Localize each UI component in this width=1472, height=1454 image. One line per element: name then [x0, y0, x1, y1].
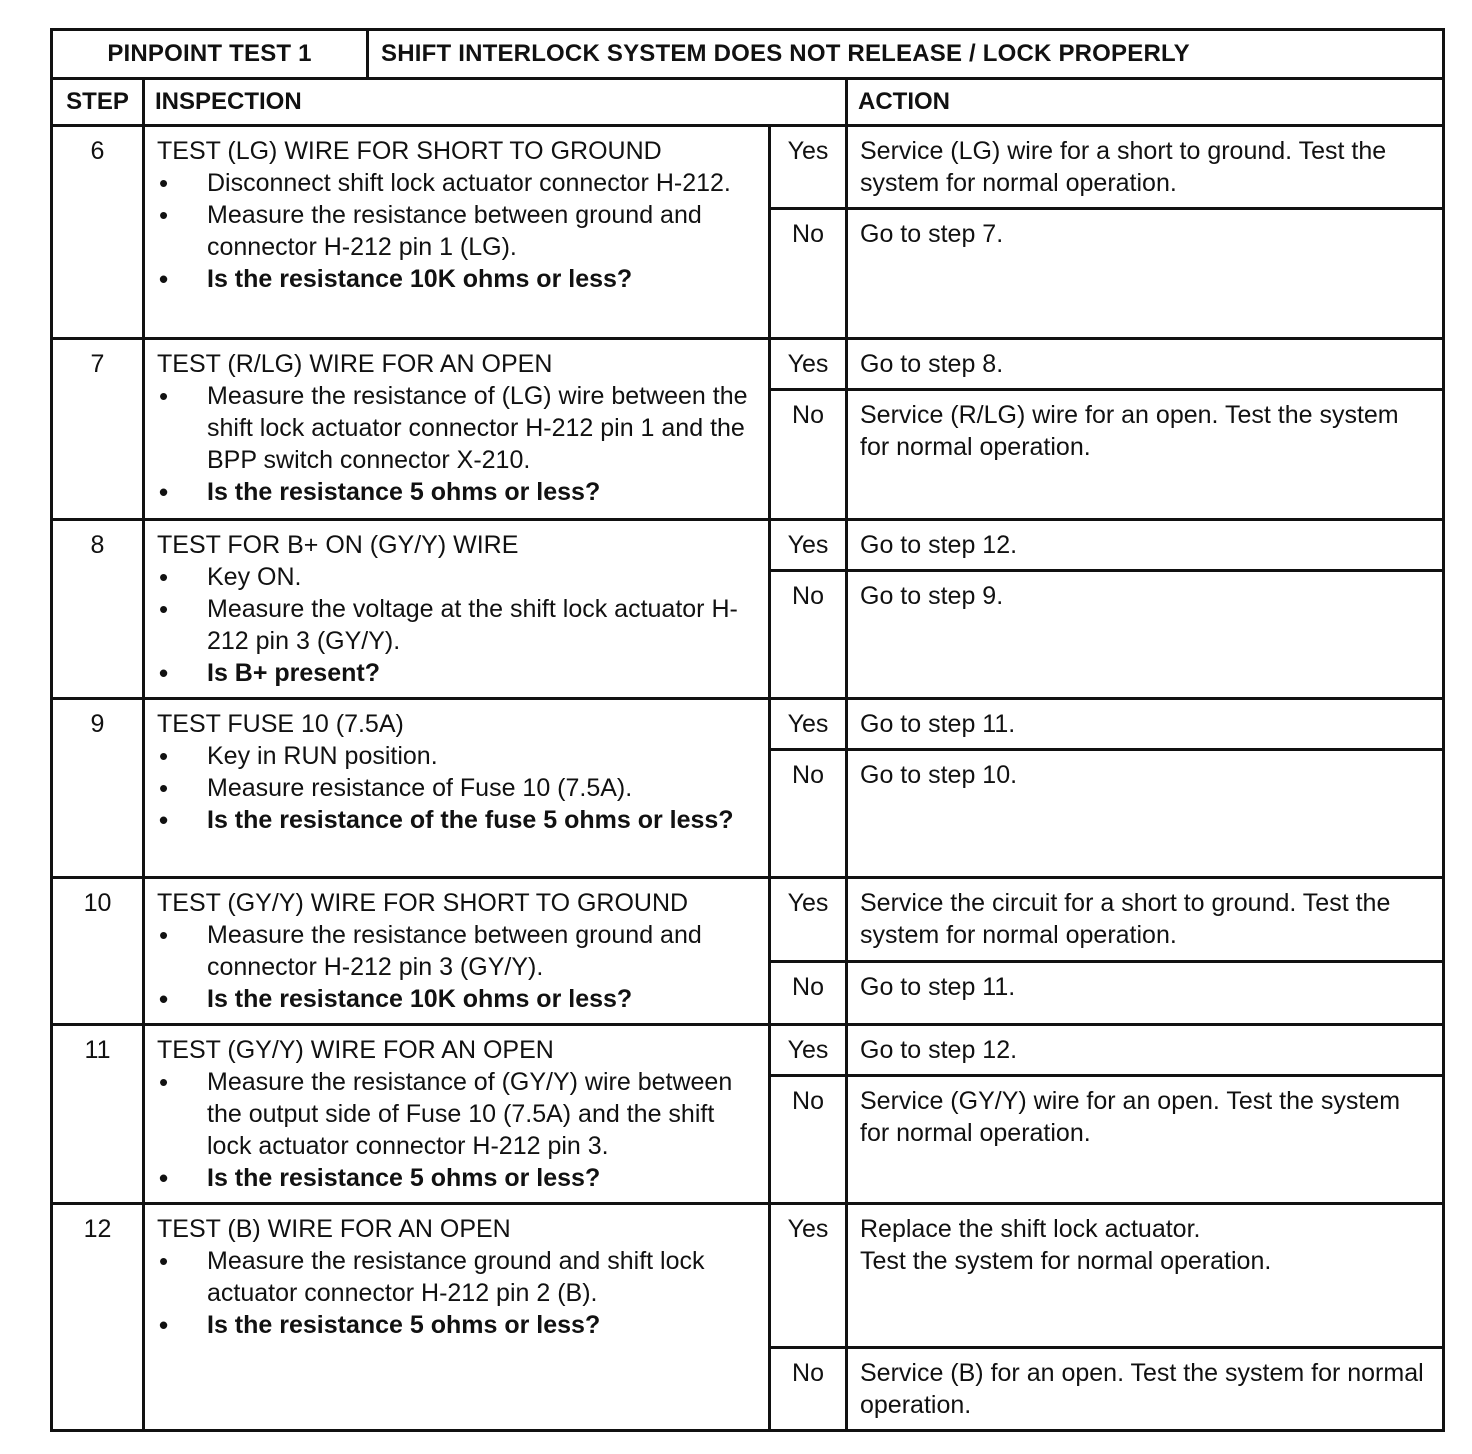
no-label: No	[770, 571, 847, 699]
step-row-yes	[52, 878, 1444, 962]
no-label: No	[770, 209, 847, 339]
inspection-question: • Is the resistance 5 ohms or less?	[157, 1309, 758, 1341]
inspection-cell	[144, 1025, 770, 1204]
no-label: No	[770, 1076, 847, 1204]
yes-label: Yes	[770, 520, 847, 571]
step-number: 7	[52, 339, 144, 520]
yes-action-line: Replace the shift lock actuator.	[860, 1215, 1201, 1243]
column-header-step: STEP	[52, 79, 144, 126]
inspection-title: TEST (GY/Y) WIRE FOR AN OPEN	[157, 1036, 554, 1064]
inspection-cell	[144, 339, 770, 520]
step-number: 6	[52, 126, 144, 339]
yes-action-line: Test the system for normal operation.	[860, 1247, 1272, 1275]
yes-action: Go to step 11.	[847, 699, 1444, 750]
yes-action: Service the circuit for a short to ground. Test the system for normal operation.	[847, 878, 1444, 962]
yes-label: Yes	[770, 699, 847, 750]
column-header-action: ACTION	[847, 79, 1444, 126]
inspection-cell	[144, 699, 770, 878]
inspection-title: TEST FUSE 10 (7.5A)	[157, 710, 404, 738]
no-action: Service (GY/Y) wire for an open. Test the system for normal operation.	[847, 1076, 1444, 1204]
title-row	[52, 30, 1444, 79]
inspection-item: • Key in RUN position.	[157, 740, 758, 772]
no-action: Go to step 7.	[847, 209, 1444, 339]
inspection-item: • Measure the voltage at the shift lock actuator H-212 pin 3 (GY/Y).	[157, 593, 758, 657]
no-action: Service (B) for an open. Test the system for normal operation.	[847, 1348, 1444, 1431]
step-number: 11	[52, 1025, 144, 1204]
inspection-question: • Is B+ present?	[157, 657, 758, 689]
no-label: No	[770, 390, 847, 520]
yes-label: Yes	[770, 126, 847, 209]
inspection-question: • Is the resistance 10K ohms or less?	[157, 263, 758, 295]
inspection-cell	[144, 878, 770, 1025]
step-number: 10	[52, 878, 144, 1025]
no-label: No	[770, 750, 847, 878]
inspection-title: TEST (LG) WIRE FOR SHORT TO GROUND	[157, 137, 662, 165]
inspection-title: TEST (B) WIRE FOR AN OPEN	[157, 1215, 511, 1243]
inspection-title: TEST (GY/Y) WIRE FOR SHORT TO GROUND	[157, 889, 689, 917]
inspection-cell	[144, 1204, 770, 1431]
inspection-list	[157, 380, 758, 508]
test-title: SHIFT INTERLOCK SYSTEM DOES NOT RELEASE / LOCK PROPERLY	[368, 30, 1444, 79]
no-label: No	[770, 1348, 847, 1431]
yes-action: Go to step 12.	[847, 520, 1444, 571]
inspection-list	[157, 919, 758, 1015]
inspection-item: • Disconnect shift lock actuator connector H-212.	[157, 167, 758, 199]
yes-action: Service (LG) wire for a short to ground. Test the system for normal operation.	[847, 126, 1444, 209]
inspection-question: • Is the resistance 5 ohms or less?	[157, 476, 758, 508]
inspection-list	[157, 561, 758, 689]
inspection-cell	[144, 126, 770, 339]
inspection-item: • Measure the resistance between ground and connector H-212 pin 1 (LG).	[157, 199, 758, 263]
no-action: Go to step 11.	[847, 961, 1444, 1024]
inspection-cell	[144, 520, 770, 699]
inspection-title: TEST (R/LG) WIRE FOR AN OPEN	[157, 350, 553, 378]
no-action: Go to step 10.	[847, 750, 1444, 878]
yes-label: Yes	[770, 878, 847, 962]
inspection-question: • Is the resistance 5 ohms or less?	[157, 1162, 758, 1194]
no-action: Service (R/LG) wire for an open. Test the system for normal operation.	[847, 390, 1444, 520]
inspection-item: • Measure the resistance ground and shift lock actuator connector H-212 pin 2 (B).	[157, 1245, 758, 1309]
yes-label: Yes	[770, 1204, 847, 1348]
step-number: 8	[52, 520, 144, 699]
step-row-yes	[52, 520, 1444, 571]
inspection-item: • Measure the resistance of (GY/Y) wire between the output side of Fuse 10 (7.5A) and the shift lock actuator connector H-212 pin 3.	[157, 1066, 758, 1162]
step-number: 12	[52, 1204, 144, 1431]
step-row-yes	[52, 1025, 1444, 1076]
yes-action: Go to step 12.	[847, 1025, 1444, 1076]
inspection-question: • Is the resistance of the fuse 5 ohms or less?	[157, 804, 758, 836]
column-header-row	[52, 79, 1444, 126]
pinpoint-test-table	[50, 28, 1445, 1432]
yes-action	[847, 1204, 1444, 1348]
yes-label: Yes	[770, 339, 847, 390]
no-label: No	[770, 961, 847, 1024]
inspection-item: • Key ON.	[157, 561, 758, 593]
yes-label: Yes	[770, 1025, 847, 1076]
inspection-title: TEST FOR B+ ON (GY/Y) WIRE	[157, 531, 519, 559]
step-row-yes	[52, 339, 1444, 390]
inspection-item: • Measure the resistance of (LG) wire between the shift lock actuator connector H-212 pin 1 and the BPP switch connector X-210.	[157, 380, 758, 476]
inspection-list	[157, 1066, 758, 1194]
pinpoint-test-sheet	[50, 28, 1442, 1432]
step-row-yes	[52, 126, 1444, 209]
inspection-question: • Is the resistance 10K ohms or less?	[157, 983, 758, 1015]
inspection-list	[157, 740, 758, 836]
no-action: Go to step 9.	[847, 571, 1444, 699]
inspection-list	[157, 1245, 758, 1341]
inspection-list	[157, 167, 758, 295]
step-row-yes	[52, 1204, 1444, 1348]
column-header-inspection: INSPECTION	[144, 79, 847, 126]
step-row-yes	[52, 699, 1444, 750]
step-number: 9	[52, 699, 144, 878]
inspection-item: • Measure the resistance between ground and connector H-212 pin 3 (GY/Y).	[157, 919, 758, 983]
test-id: PINPOINT TEST 1	[52, 30, 368, 79]
yes-action: Go to step 8.	[847, 339, 1444, 390]
inspection-item: • Measure resistance of Fuse 10 (7.5A).	[157, 772, 758, 804]
